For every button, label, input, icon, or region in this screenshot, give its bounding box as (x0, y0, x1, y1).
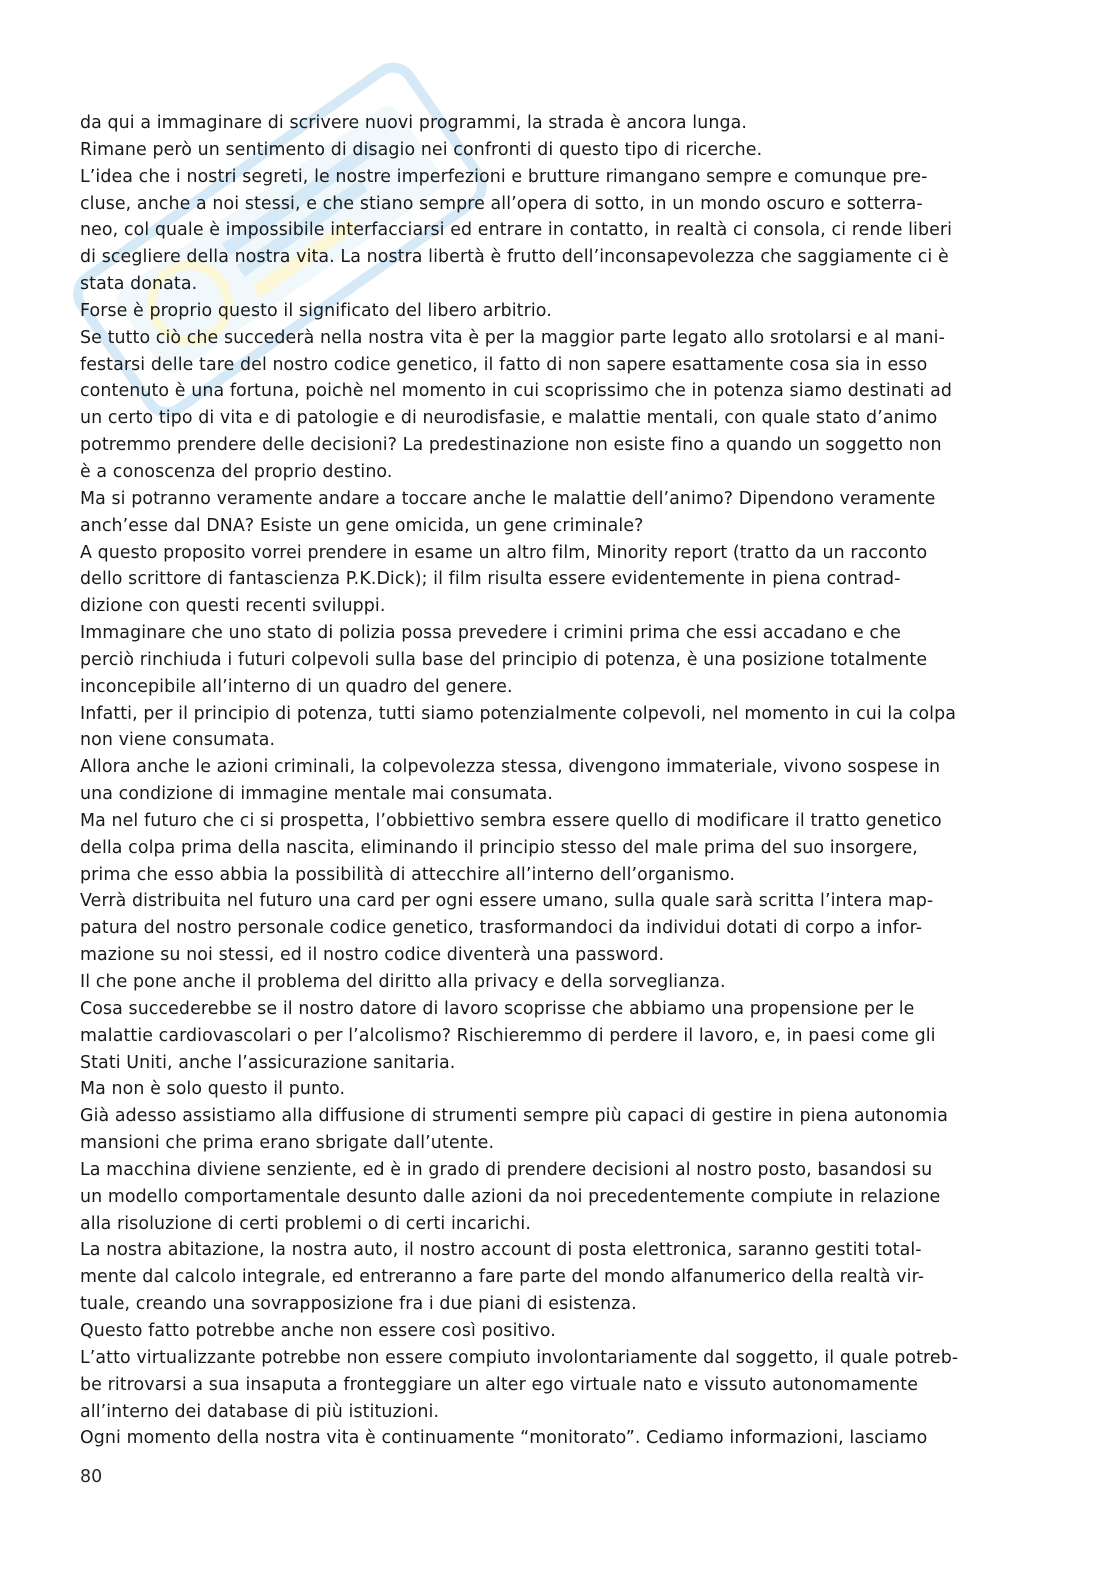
text-line: A questo proposito vorrei prendere in esame un altro film, Minority report (tratto da un racconto (80, 542, 928, 563)
text-line: Cosa succederebbe se il nostro datore di lavoro scoprisse che abbiamo una propensione per le (80, 998, 915, 1019)
text-line: Rimane però un sentimento di disagio nei confronti di questo tipo di ricerche. (80, 139, 763, 160)
text-line: La nostra abitazione, la nostra auto, il nostro account di posta elettronica, saranno gestiti total- (80, 1240, 922, 1261)
text-line: La macchina diviene senziente, ed è in grado di prendere decisioni al nostro posto, basandosi su (80, 1159, 933, 1180)
text-line: alla risoluzione di certi problemi o di certi incarichi. (80, 1213, 531, 1234)
text-line: della colpa prima della nascita, eliminando il principio stesso del male prima del suo insorgere, (80, 837, 918, 858)
text-line: Questo fatto potrebbe anche non essere così positivo. (80, 1320, 556, 1341)
text-line: prima che esso abbia la possibilità di attecchire all’interno dell’organismo. (80, 864, 736, 885)
text-line: Ma nel futuro che ci si prospetta, l’obbiettivo sembra essere quello di modificare il tratto genetico (80, 810, 942, 831)
text-line: mente dal calcolo integrale, ed entreranno a fare parte del mondo alfanumerico della realtà vir- (80, 1267, 925, 1288)
text-line: dizione con questi recenti sviluppi. (80, 596, 386, 617)
text-line: Ma non è solo questo il punto. (80, 1079, 346, 1100)
text-line: un certo tipo di vita e di patologie e di neurodisfasie, e malattie mentali, con quale stato d’animo (80, 408, 938, 429)
text-line: Immaginare che uno stato di polizia possa prevedere i crimini prima che essi accadano e che (80, 623, 901, 644)
text-line: Allora anche le azioni criminali, la colpevolezza stessa, divengono immateriale, vivono sospese in (80, 757, 941, 778)
text-line: potremmo prendere delle decisioni? La predestinazione non esiste fino a quando un soggetto non (80, 435, 942, 456)
text-line: da qui a immaginare di scrivere nuovi programmi, la strada è ancora lunga. (80, 113, 747, 133)
text-line: dello scrittore di fantascienza P.K.Dick); il film risulta essere evidentemente in piena contrad- (80, 569, 901, 590)
text-line: all’interno dei database di più istituzioni. (80, 1401, 440, 1422)
text-line: patura del nostro personale codice genetico, trasformandoci da individui dotati di corpo a infor- (80, 918, 923, 939)
text-line: mansioni che prima erano sbrigate dall’utente. (80, 1133, 495, 1154)
text-line: Forse è proprio questo il significato del libero arbitrio. (80, 300, 552, 321)
text-line: è a conoscenza del proprio destino. (80, 461, 393, 482)
text-line: Infatti, per il principio di potenza, tutti siamo potenzialmente colpevoli, nel momento in cui la colpa (80, 703, 956, 724)
text-line: cluse, anche a noi stessi, e che stiano sempre all’opera di sotto, in un mondo oscuro e sotterra- (80, 193, 923, 214)
text-line: stata donata. (80, 274, 198, 295)
text-line: Verrà distribuita nel futuro una card per ogni essere umano, sulla quale sarà scritta l’intera map- (80, 891, 934, 912)
text-line: L’idea che i nostri segreti, le nostre imperfezioni e brutture rimangano sempre e comunque pre- (80, 166, 928, 187)
page-number: 80 (80, 1467, 103, 1487)
text-line: Il che pone anche il problema del diritto alla privacy e della sorveglianza. (80, 972, 726, 992)
text-line: perciò rinchiuda i futuri colpevoli sulla base del principio di potenza, è una posizione totalmente (80, 649, 928, 670)
text-line: Stati Uniti, anche l’assicurazione sanitaria. (80, 1052, 456, 1073)
text-line: Ma si potranno veramente andare a toccare anche le malattie dell’animo? Dipendono veramente (80, 488, 936, 509)
text-line: non viene consumata. (80, 730, 276, 751)
text-line: di scegliere della nostra vita. La nostra libertà è frutto dell’inconsapevolezza che saggiamente ci è (80, 247, 949, 268)
text-line: mazione su noi stessi, ed il nostro codice diventerà una password. (80, 945, 665, 966)
text-line: un modello comportamentale desunto dalle azioni da noi precedentemente compiute in relazione (80, 1186, 941, 1207)
text-line: Se tutto ciò che succederà nella nostra vita è per la maggior parte legato allo srotolarsi e al mani- (80, 327, 945, 348)
text-line: una condizione di immagine mentale mai consumata. (80, 784, 554, 805)
body-text (80, 110, 980, 1452)
text-line: inconcepibile all’interno di un quadro del genere. (80, 676, 513, 697)
text-line: neo, col quale è impossibile interfacciarsi ed entrare in contatto, in realtà ci consola, ci rende liberi (80, 220, 953, 241)
text-line: anch’esse dal DNA? Esiste un gene omicida, un gene criminale? (80, 515, 644, 536)
text-line: contenuto è una fortuna, poichè nel momento in cui scoprissimo che in potenza siamo destinati ad (80, 381, 952, 402)
text-line: tuale, creando una sovrapposizione fra i due piani di esistenza. (80, 1294, 637, 1315)
text-line: malattie cardiovascolari o per l’alcolismo? Rischieremmo di perdere il lavoro, e, in paesi come gli (80, 1025, 936, 1046)
text-line: Già adesso assistiamo alla diffusione di strumenti sempre più capaci di gestire in piena autonomia (80, 1106, 948, 1127)
text-line: festarsi delle tare del nostro codice genetico, il fatto di non sapere esattamente cosa sia in esso (80, 354, 928, 375)
text-line: Ogni momento della nostra vita è continuamente “monitorato”. Cediamo informazioni, lasciamo (80, 1428, 928, 1449)
text-line: be ritrovarsi a sua insaputa a fronteggiare un alter ego virtuale nato e vissuto autonomamente (80, 1374, 919, 1395)
text-line: L’atto virtualizzante potrebbe non essere compiuto involontariamente dal soggetto, il quale potreb- (80, 1347, 959, 1368)
